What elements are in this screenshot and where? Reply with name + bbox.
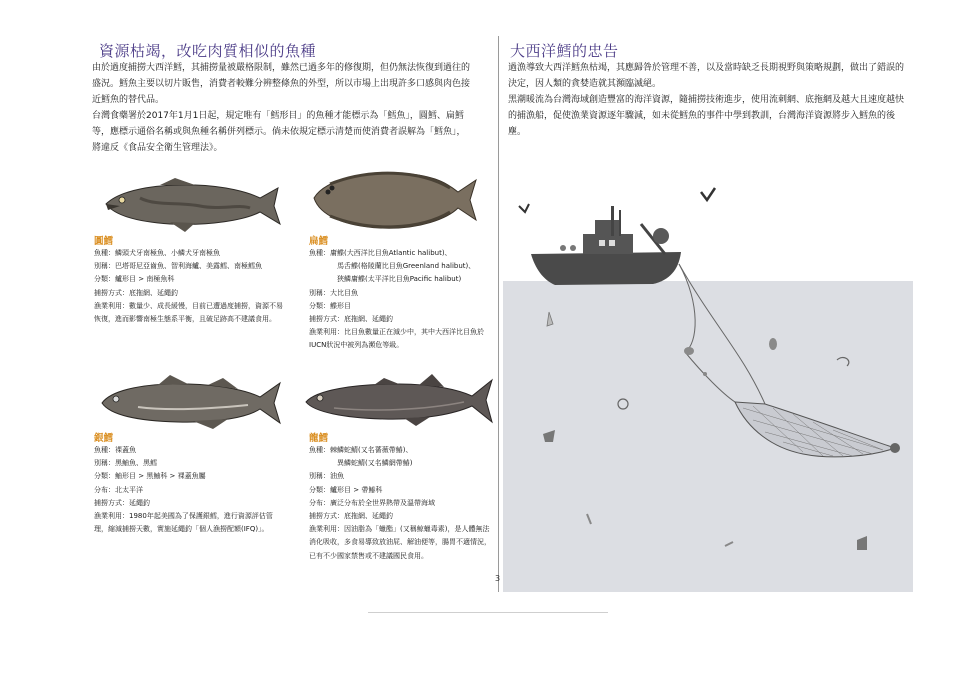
- right-text: [508, 60, 908, 140]
- fish-4-line: 捕撈方式：底拖網、延繩釣: [309, 512, 393, 521]
- fish-3-line: 分布：北太平洋: [94, 485, 143, 494]
- fish-1-line: 別稱：巴塔哥尼亞齒魚、智利海鱸、美露鱈、南極鱈魚: [94, 262, 262, 271]
- fish-2-line: 漁業利用：比目魚數量正在減少中，其中大西洋比目魚於IUCN狀況中被列為瀕危等級。: [309, 328, 484, 350]
- bird-icon: [701, 188, 715, 200]
- page-number: 3: [495, 574, 501, 583]
- left-intro-text: [92, 60, 472, 156]
- trawler-net-illustration: [503, 184, 915, 594]
- halibut-illustration: [310, 168, 478, 234]
- right-paragraph-1: 過漁導致大西洋鱈魚枯竭，其應歸咎於管理不善，以及當時缺乏長期視野與策略規劃，做出了錯誤的決定，因人類的貪婪造就其瀕臨滅絕。: [508, 63, 905, 89]
- fish-4-line: 漁業利用：因油脂為「蠟酯」(又稱鯨蠟毒素)，是人體無法消化吸收，多食易導致放油屁、解油便等，腸胃不適情況，已有不少國家禁售或不建議國民食用。: [309, 525, 491, 560]
- float-icon: [769, 338, 777, 350]
- fish-2-line: 馬舌鰈(格陵蘭比目魚Greenland halibut)、: [337, 262, 476, 271]
- fish-2-line: 魚種：庸鰈(大西洋比目魚Atlantic halibut)、: [309, 249, 452, 257]
- fish-3-info: [94, 444, 284, 536]
- toothfish-illustration: [100, 176, 282, 234]
- fish-4-line: 別稱：油魚: [309, 472, 344, 481]
- float-icon: [684, 347, 694, 355]
- fish-2-line: 捕撈方式：底拖網、延繩釣: [309, 315, 393, 324]
- column-divider: [498, 36, 499, 592]
- fish-2-name: 扁鱈: [309, 236, 329, 247]
- fish-4-line: 分布：廣泛分布於全世界熱帶及溫帶海域: [309, 498, 435, 507]
- fish-2-line: 別稱：大比目魚: [309, 288, 358, 297]
- fish-3-line: 捕撈方式：延繩釣: [94, 498, 150, 507]
- bleed-through-mark: [368, 612, 608, 613]
- fish-1-line: 魚種：鱗頭犬牙南極魚、小鱗犬牙南極魚: [94, 249, 220, 257]
- left-paragraph-2: 台灣食藥署於2017年1月1日起，規定唯有「鱈形目」的魚種才能標示為「鱈魚」，圓鱈、扁鱈等，應標示通俗名稱或與魚種名稱併列標示。倘未依規定標示清楚而使消費者誤解為「鱈魚」，將違反《食品安全衛生管理法》。: [92, 111, 466, 153]
- fish-3-line: 別稱：黑鮋魚、黑鱈: [94, 459, 157, 468]
- fish-1-line: 捕撈方式：底拖網、延繩釣: [94, 288, 178, 297]
- fish-4-line: 魚種：棘鱗蛇鯖(又名薔薇帶鰆)、: [309, 446, 413, 454]
- fish-4-name: 龍鱈: [309, 433, 329, 444]
- fish-3-line: 分類：鮋形目 > 黑鮋科 > 裸蓋魚屬: [94, 472, 206, 481]
- fish-4-line: 異鱗蛇鯖(又名鱗網帶鰆): [337, 459, 413, 468]
- fish-1-name: 圓鱈: [94, 236, 114, 247]
- debris-icon: [703, 372, 707, 376]
- fishing-boat-icon: [531, 206, 681, 285]
- fish-1-info: [94, 247, 284, 326]
- fish-4-line: 分類：鱸形目 > 帶鰆科: [309, 485, 383, 494]
- fish-4-info: [309, 444, 495, 563]
- right-paragraph-2: 黑潮暖流為台灣海域創造豐富的海洋資源，隨捕撈技術進步，使用流刺網、底拖網及越大且速度越快的捕漁船，促使漁業資源逐年驟減，如未從鱈魚的事件中學到教訓，台灣海洋資源將步入鱈魚的後塵。: [508, 95, 905, 137]
- right-section-title: 大西洋鱈的忠告: [510, 42, 619, 60]
- bird-icon: [519, 204, 529, 212]
- fish-2-line: 分類：鰈形目: [309, 301, 351, 310]
- fish-2-line: 狹鱗庸鰈(太平洋比目魚Pacific halibut): [337, 275, 462, 284]
- left-paragraph-1: 由於過度捕撈大西洋鱈，其捕撈量被嚴格限制，雖然已過多年的修復期，但仍無法恢復到過往的盛況。鱈魚主要以切片販售，消費者較難分辨整條魚的外型，所以市場上出現許多口感與肉色接近鱈魚的替代品。: [92, 63, 471, 105]
- fish-3-line: 魚種：裸蓋魚: [94, 446, 136, 454]
- fish-1-line: 漁業利用：數量少、成長緩慢，目前已遭過度捕撈，資源不易恢復，進而影響南極生態系平衡，且破足跡高不建議食用。: [94, 301, 283, 324]
- sablefish-illustration: [98, 373, 284, 429]
- fish-3-name: 銀鱈: [94, 433, 114, 444]
- fish-2-info: [309, 247, 495, 353]
- escolar-illustration: [304, 372, 494, 428]
- left-section-title: 資源枯竭，改吃肉質相似的魚種: [99, 42, 317, 60]
- fish-3-line: 漁業利用：1980年起美國為了保護銀鱈，進行資源評估管理，縮減捕撈天數，實施延繩釣「個人漁撈配額(IFQ)」。: [94, 512, 273, 534]
- fish-1-line: 分類：鱸形目 > 南極魚科: [94, 275, 175, 284]
